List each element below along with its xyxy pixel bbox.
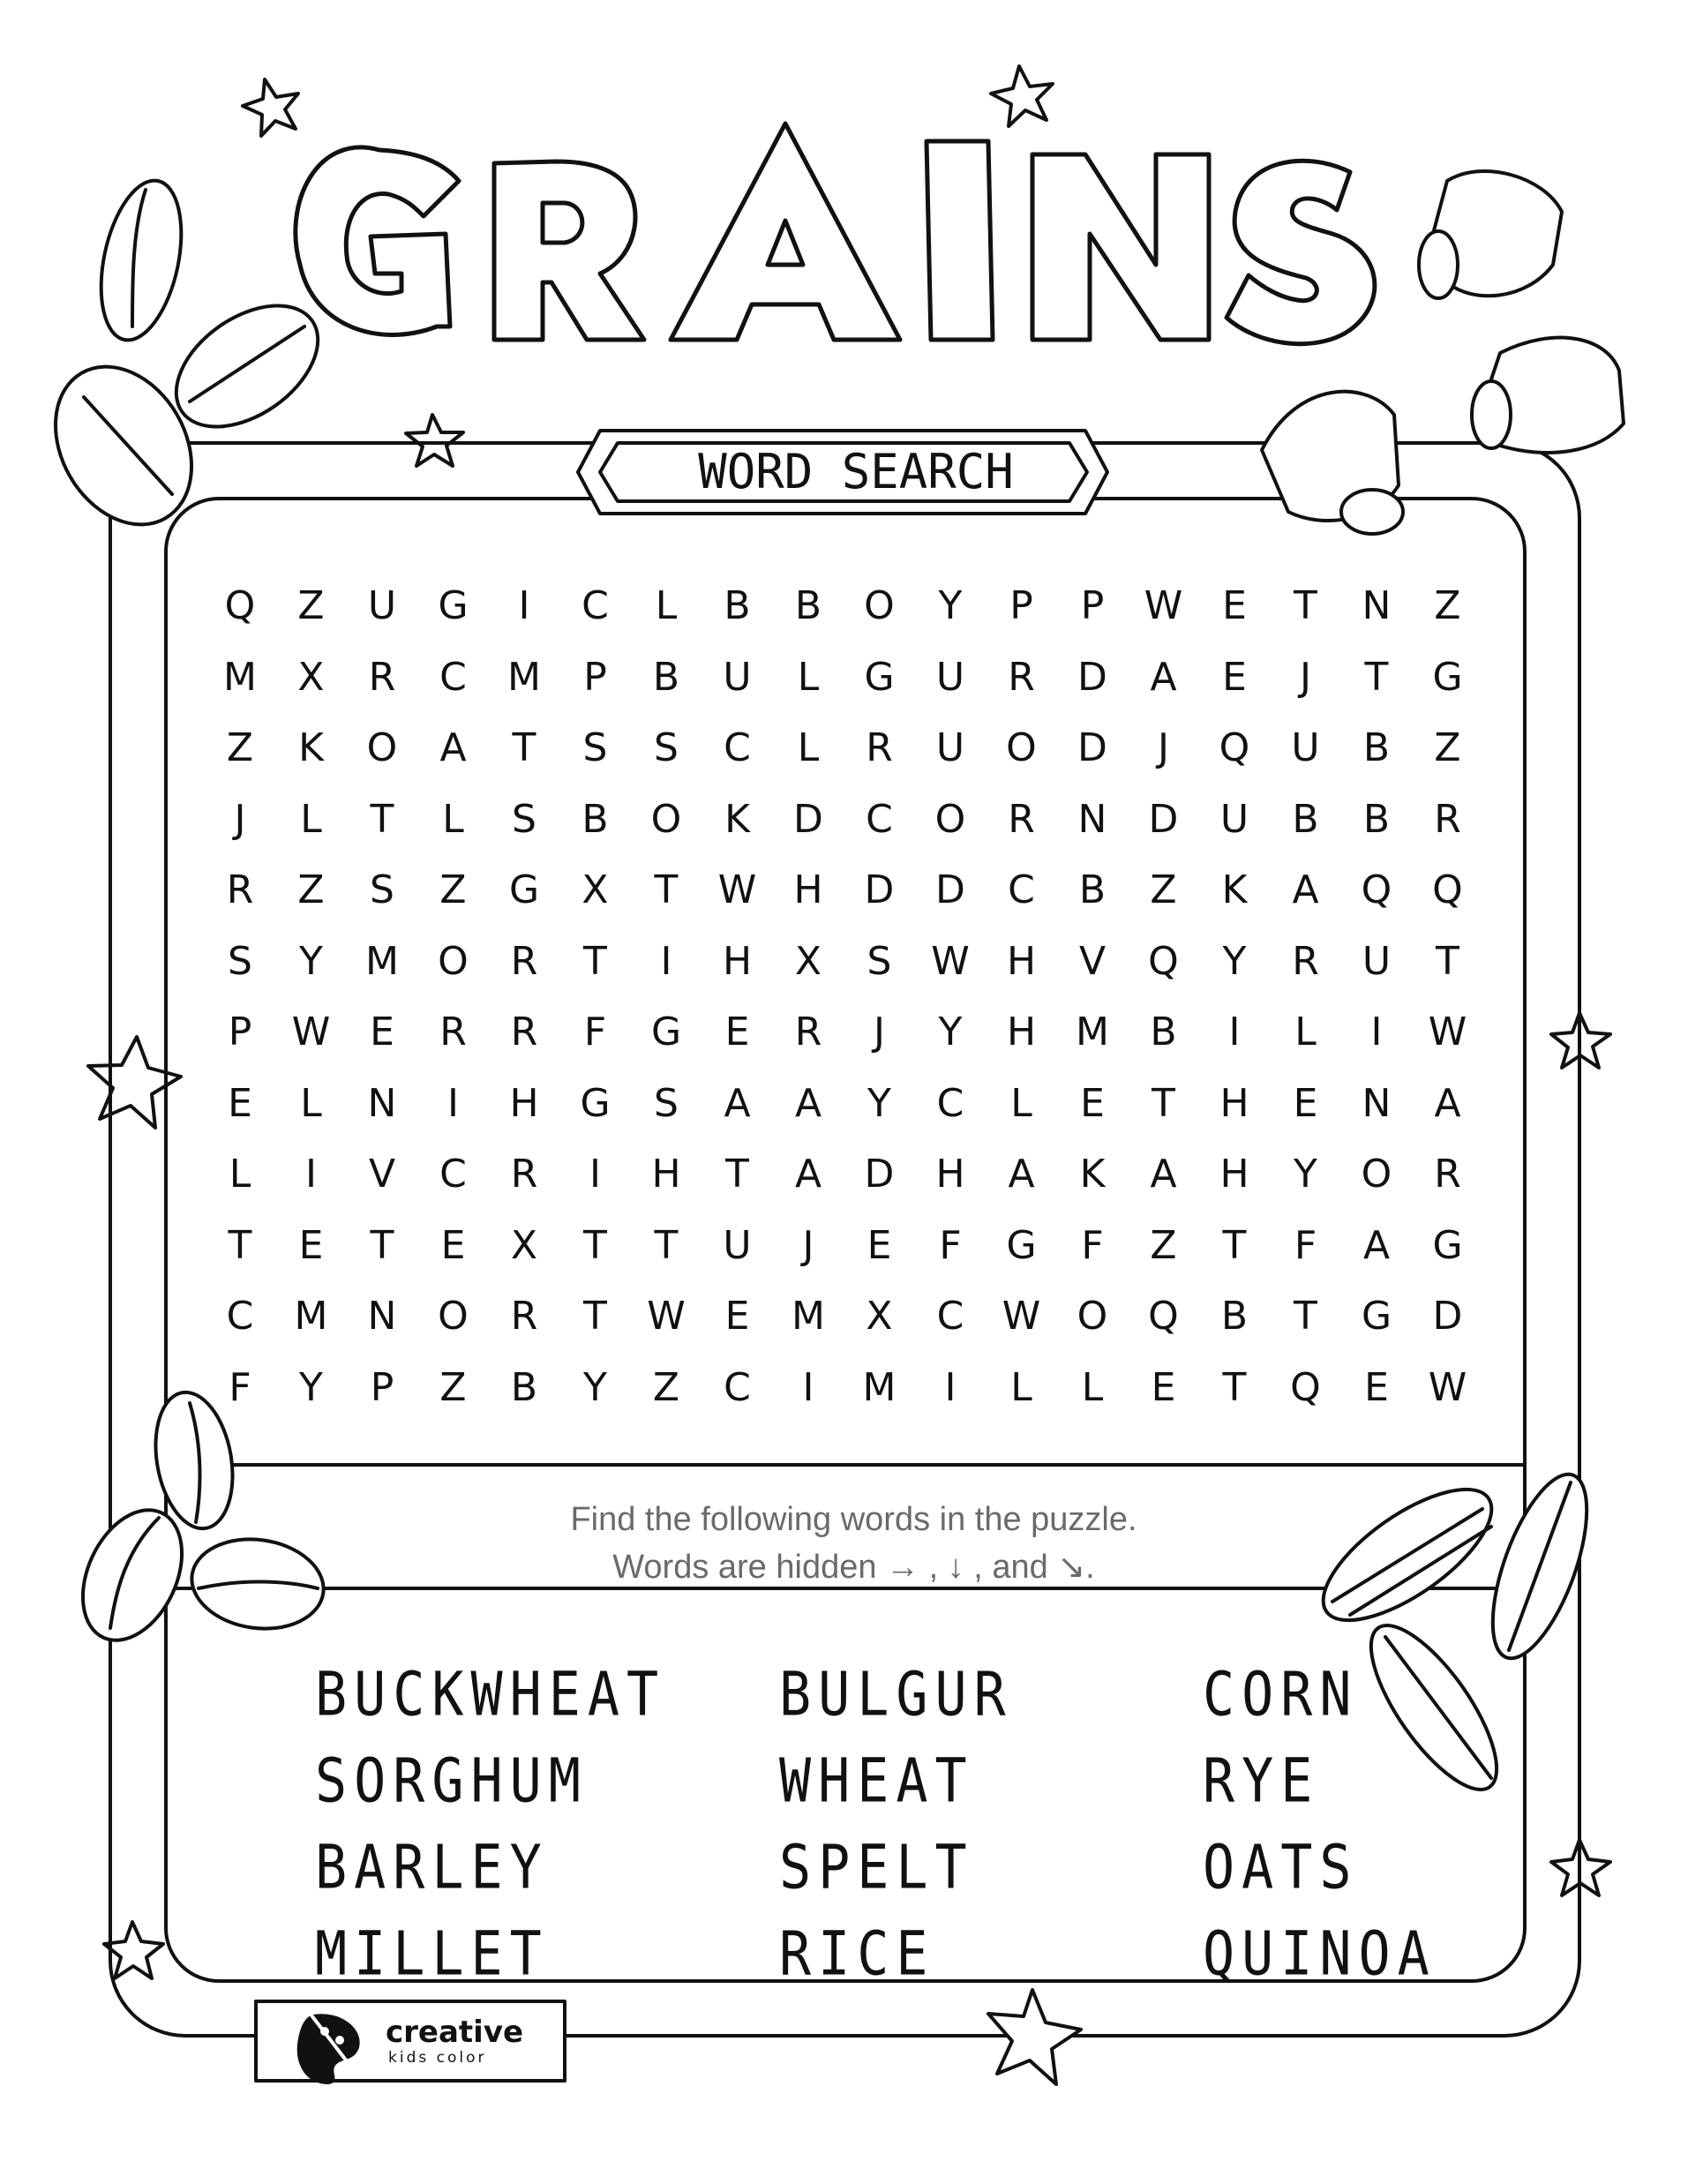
word-list-item: RYE [1203,1745,1320,1817]
grid-letter: Q [1290,1364,1321,1410]
grid-letter: N [367,1294,397,1339]
grid-letter: W [1428,1009,1467,1054]
grid-letter: D [1077,725,1107,770]
grid-letter: O [650,796,682,842]
star-icon [406,415,463,466]
grid-letter: T [370,796,394,842]
grid-letter: U [935,654,965,700]
grid-letter: Q [1219,725,1250,770]
grid-letter: A [794,1152,822,1197]
grid-letter: C [724,725,751,770]
grid-letter: R [1292,938,1319,984]
word-list-item: SORGHUM [315,1745,588,1817]
grid-letter: A [1434,1080,1461,1126]
grid-letter: U [1291,725,1320,770]
grid-letter: C [439,1152,467,1197]
grid-letter: N [367,1080,397,1126]
instructions-line-1: Find the following words in the puzzle. [570,1501,1137,1538]
word-list-item: OATS [1203,1832,1359,1903]
grid-letter: K [298,725,324,770]
grid-letter: Y [1294,1152,1317,1197]
grid-letter: D [1077,654,1107,700]
grid-letter: B [1292,796,1319,842]
grid-letter: S [867,938,892,984]
grid-letter: E [1293,1080,1318,1126]
grid-letter: H [1219,1080,1249,1126]
grid-letter: Q [1361,867,1392,912]
grid-letter: T [1364,654,1389,700]
grid-letter: A [1150,1152,1177,1197]
grid-letter: A [1362,1222,1391,1268]
word-list-item: QUINOA [1203,1918,1437,1990]
grid-letter: R [1434,1152,1461,1197]
grid-letter: O [934,796,966,842]
grid-letter: I [447,1080,459,1126]
grid-letter: B [724,583,751,628]
grid-letter: E [440,1222,466,1268]
grid-letter: T [228,1222,252,1268]
word-list-item: SPELT [779,1832,974,1903]
grid-letter: Y [1222,938,1247,984]
grid-letter: E [867,1222,892,1268]
grid-letter: N [1362,1080,1392,1126]
grid-letter: C [866,796,893,842]
grid-letter: Y [299,938,323,984]
grid-letter: V [368,1152,396,1197]
grid-letter: B [1220,1294,1249,1339]
grid-letter: W [647,1294,686,1339]
star-icon [104,1922,163,1978]
grid-letter: A [1150,654,1177,700]
grid-letter: T [370,1222,394,1268]
word-list-item: WHEAT [779,1745,974,1817]
grid-letter: G [650,1009,682,1054]
grid-letter: D [864,867,895,912]
grid-letter: B [1362,796,1391,842]
grid-letter: G [580,1080,611,1126]
word-list-item: MILLET [315,1918,549,1990]
grid-letter: M [223,654,257,700]
word-list-item: BARLEY [315,1832,549,1903]
grid-letter: Q [1148,938,1179,984]
word-list-item: BUCKWHEAT [315,1659,666,1730]
grid-letter: B [1362,725,1391,770]
grid-letter: L [1081,1364,1104,1410]
grid-letter: P [370,1364,394,1410]
grid-letter: Z [439,1364,467,1410]
grid-letter: B [1150,1009,1177,1054]
grid-letter: T [1294,583,1317,628]
grid-letter: E [724,1009,750,1054]
grid-letter: D [793,796,823,842]
grid-letter: U [1219,796,1249,842]
grid-letter: M [862,1364,897,1410]
grid-letter: B [794,583,822,628]
grid-letter: G [1432,1222,1463,1268]
grid-letter: W [291,1009,331,1054]
grid-letter: F [229,1364,251,1410]
grid-letter: T [1294,1294,1317,1339]
grid-letter: L [300,796,322,842]
grid-letter: X [510,1222,538,1268]
grid-letter: W [1002,1294,1041,1339]
grain-icon [88,173,194,347]
grid-letter: T [1222,1364,1247,1410]
grid-letter: S [228,938,252,984]
grid-letter: J [802,1222,814,1268]
grid-letter: E [1222,583,1247,628]
banner-title: WORD SEARCH [698,444,1014,499]
grid-letter: Z [1150,1222,1177,1268]
grid-letter: B [1078,867,1107,912]
grid-letter: U [367,583,397,628]
logo-name: creative [386,2015,524,2050]
grid-letter: A [1292,867,1319,912]
grid-letter: S [654,725,679,770]
grid-letter: Y [938,1009,963,1054]
grid-letter: T [583,938,607,984]
grid-letter: Q [1432,867,1463,912]
grid-letter: Q [1148,1294,1179,1339]
grid-letter: M [507,654,541,700]
grid-letter: U [723,1222,752,1268]
grid-letter: L [1010,1364,1032,1410]
grid-letter: G [864,654,895,700]
grid-letter: R [226,867,254,912]
grid-letter: I [802,1364,814,1410]
grid-letter: Z [1434,725,1461,770]
grid-letter: H [1219,1152,1249,1197]
grain-icon [1472,338,1624,453]
star-icon [243,79,298,136]
grid-letter: P [583,654,607,700]
grid-letter: F [1081,1222,1104,1268]
grid-letter: E [1222,654,1247,700]
grid-letter: R [439,1009,467,1054]
grid-letter: H [722,938,753,984]
grid-letter: C [1008,867,1035,912]
grid-letter: V [1078,938,1107,984]
grid-letter: J [1300,654,1311,700]
grid-letter: O [1006,725,1037,770]
grid-letter: G [1006,1222,1037,1268]
grid-letter: R [794,1009,822,1054]
grid-letter: H [935,1152,965,1197]
grain-icon [1419,171,1562,298]
grid-letter: U [1362,938,1392,984]
grid-letter: E [370,1009,394,1054]
grid-letter: Z [226,725,254,770]
grid-letter: K [724,796,750,842]
grid-letter: Z [1150,867,1177,912]
grid-letter: A [439,725,467,770]
grid-letter: I [589,1152,601,1197]
grid-letter: T [654,1222,679,1268]
grid-letter: S [582,725,608,770]
grid-letter: E [1151,1364,1176,1410]
grid-letter: R [1008,654,1035,700]
grid-letter: Z [297,583,325,628]
grid-letter: E [228,1080,252,1126]
grid-letter: D [864,1152,895,1197]
grid-letter: F [583,1009,607,1054]
grid-letter: M [791,1294,825,1339]
word-list-item: BULGUR [779,1659,1013,1730]
grid-letter: R [510,938,538,984]
grid-letter: K [1221,867,1248,912]
grid-letter: O [438,938,469,984]
grid-letter: M [1076,1009,1109,1054]
grid-letter: J [234,796,246,842]
grid-letter: F [1294,1222,1317,1268]
grid-letter: X [794,938,822,984]
grid-letter: W [717,867,757,912]
grid-letter: R [368,654,396,700]
grid-letter: F [939,1222,962,1268]
grid-letter: T [725,1152,749,1197]
grid-letter: Q [224,583,256,628]
title-letters [296,124,1375,344]
grid-letter: G [1361,1294,1392,1339]
grid-letter: R [866,725,893,770]
grid-letter: M [294,1294,328,1339]
grid-letter: N [1362,583,1392,628]
grid-letter: T [1222,1222,1247,1268]
grid-letter: W [1428,1364,1467,1410]
grid-letter: Z [297,867,325,912]
grid-letter: I [660,938,672,984]
grid-letter: A [794,1080,822,1126]
grid-letter: R [510,1009,538,1054]
grid-letter: Y [299,1364,323,1410]
grid-letter: X [297,654,325,700]
grid-letter: R [1008,796,1035,842]
grid-letter: R [510,1294,538,1339]
grid-letter: D [935,867,965,912]
letter-grid [194,565,1491,1443]
grid-letter: T [583,1294,607,1339]
grid-letter: C [581,583,609,628]
grid-letter: R [510,1152,538,1197]
grid-letter: W [1144,583,1183,628]
grid-letter: I [1370,1009,1383,1054]
grid-letter: Y [867,1080,891,1126]
grid-letter: E [1364,1364,1389,1410]
grid-letter: T [1152,1080,1175,1126]
grid-letter: H [793,867,823,912]
instructions-line-2: Words are hidden → , ↓ , and ↘. [612,1549,1095,1586]
grid-letter: R [1434,796,1461,842]
grid-letter: D [1148,796,1179,842]
grid-letter: U [723,654,752,700]
grid-letter: L [1010,1080,1032,1126]
grid-letter: B [652,654,680,700]
word-list-item: CORN [1203,1659,1359,1730]
grid-letter: I [944,1364,957,1410]
grid-letter: C [724,1364,751,1410]
grid-letter: C [936,1294,964,1339]
star-icon [991,66,1053,126]
grid-letter: W [931,938,970,984]
grid-letter: L [797,654,820,700]
grid-letter: O [366,725,398,770]
grid-letter: S [654,1080,679,1126]
grid-letter: T [512,725,536,770]
grid-letter: L [229,1152,251,1197]
grid-letter: H [651,1152,681,1197]
grid-letter: X [866,1294,893,1339]
grid-letter: O [438,1294,469,1339]
grid-letter: H [509,1080,539,1126]
grid-letter: E [1080,1080,1105,1126]
grid-letter: O [1361,1152,1392,1197]
logo-tagline: kids color [388,2049,487,2067]
grid-letter: E [724,1294,750,1339]
grid-letter: S [370,867,394,912]
grid-letter: M [365,938,399,984]
grid-letter: I [518,583,530,628]
grid-letter: G [508,867,540,912]
grid-letter: H [1006,938,1037,984]
grid-letter: I [305,1152,317,1197]
grid-letter: P [228,1009,252,1054]
grid-letter: A [1008,1152,1035,1197]
grid-letter: Y [938,583,963,628]
grid-letter: P [1080,583,1105,628]
grid-letter: Z [439,867,467,912]
grid-letter: I [1228,1009,1241,1054]
grid-letter: L [655,583,678,628]
grid-letter: P [1009,583,1033,628]
grid-letter: L [797,725,820,770]
grid-letter: N [1077,796,1107,842]
grid-letter: T [583,1222,607,1268]
grid-letter: Y [583,1364,607,1410]
grid-letter: O [864,583,895,628]
grid-letter: G [1432,654,1463,700]
grid-letter: S [512,796,536,842]
grid-letter: J [874,1009,885,1054]
grid-letter: O [1077,1294,1108,1339]
grid-letter: K [1079,1152,1106,1197]
grid-letter: H [1006,1009,1037,1054]
grid-letter: L [300,1080,322,1126]
grid-letter: Z [652,1364,680,1410]
instructions [168,1496,1540,1591]
grid-letter: L [1294,1009,1317,1054]
grid-letter: B [510,1364,538,1410]
grid-letter: T [654,867,679,912]
grid-letter: Z [1434,583,1461,628]
grid-letter: T [1436,938,1459,984]
grid-letter: E [298,1222,324,1268]
grid-letter: A [724,1080,751,1126]
grain-icon [1262,392,1403,534]
grid-letter: G [438,583,469,628]
grid-letter: X [581,867,609,912]
grid-letter: C [439,654,467,700]
grid-letter: D [1432,1294,1463,1339]
grid-letter: C [226,1294,254,1339]
grid-letter: U [935,725,965,770]
grid-letter: C [936,1080,964,1126]
grid-letter: B [581,796,609,842]
word-list-item: RICE [779,1918,935,1990]
grid-letter: J [1158,725,1169,770]
grid-letter: L [442,796,464,842]
